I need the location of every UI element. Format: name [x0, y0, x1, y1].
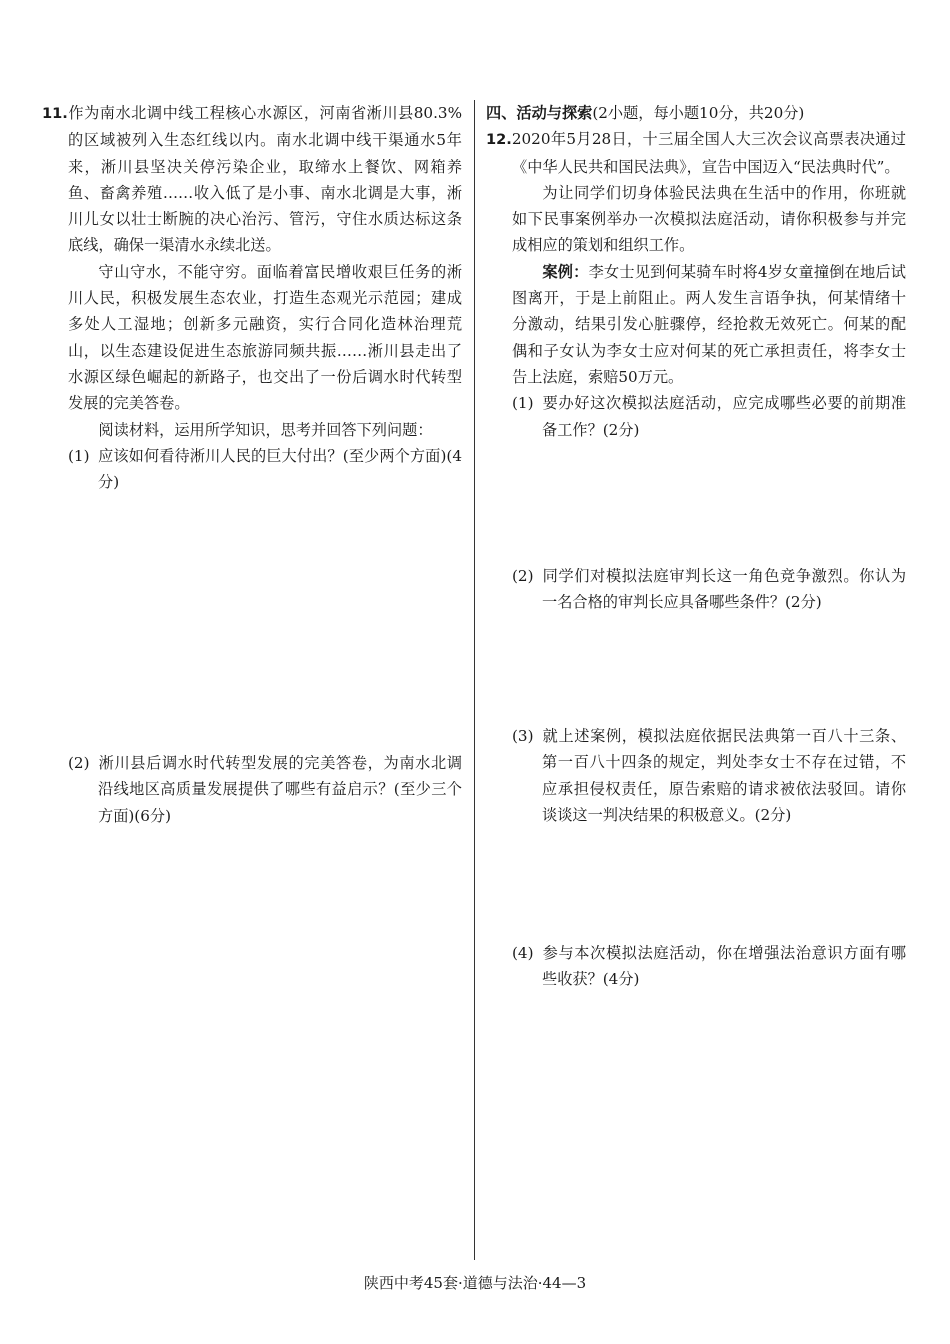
- sub-4-text: 参与本次模拟法庭活动，你在增强法治意识方面有哪些收获？(4分): [542, 944, 906, 989]
- right-column: [486, 100, 906, 443]
- question-12-case: [486, 259, 906, 390]
- question-11-sub-1: [42, 443, 462, 496]
- question-11-instruction: 阅读材料，运用所学知识，思考并回答下列问题：: [98, 420, 433, 439]
- case-text: 李女士见到何某骑车时将4岁女童撞倒在地后试图离开，于是上前阻止。两人发生言语争执，何某情绪十分激动，结果引发心脏骤停，经抢救无效死亡。何某的配偶和子女认为李女士应对何某的死亡承担责任，将李女士告上法庭，索赔50万元。: [512, 262, 906, 386]
- question-12-intro-text: 2020年5月28日，十三届全国人大三次会议高票表决通过《中华人民共和国民法典》，宣告中国迈入“民法典时代”。: [511, 130, 906, 176]
- question-12-sub-1: [486, 390, 906, 443]
- question-12-sub-3-block: [486, 723, 906, 828]
- question-11-intro-text: 作为南水北调中线工程核心水源区，河南省淅川县80.3%的区域被列入生态红线以内。南水北调中线干渠通水5年来，淅川县坚决关停污染企业，取缔水上餐饮、网箱养鱼、畜禽养殖……收入低了是小事、南水北调是大事，淅川儿女以壮士断腕的决心治污、管污，守住水质达标这条底线，确保一渠清水永续北送。: [67, 104, 462, 255]
- question-11-sub-2: [42, 750, 462, 829]
- sub-3-text: 就上述案例，模拟法庭依据民法典第一百八十三条、第一百八十四条的规定，判处李女士不存在过错，不应承担侵权责任，原告索赔的请求被依法驳回。请你谈谈这一判决结果的积极意义。(2分): [542, 727, 906, 824]
- question-12-paragraph-2: 为让同学们切身体验民法典在生活中的作用，你班就如下民事案例举办一次模拟法庭活动，请你积极参与并完成相应的策划和组织工作。: [512, 183, 906, 255]
- page-footer: 陕西中考45套·道德与法治·44—3: [363, 1274, 587, 1292]
- sub-2-text: 淅川县后调水时代转型发展的完美答卷，为南水北调沿线地区高质量发展提供了哪些有益启示？(至少三个方面)(6分): [98, 754, 462, 825]
- question-12-sub-4: [486, 940, 906, 993]
- question-12-sub-2-block: [486, 563, 906, 616]
- sub-2-label: (2): [68, 754, 90, 772]
- sub-2-label: (2): [512, 567, 534, 585]
- section-4-note: (2小题，每小题10分，共20分): [592, 104, 805, 122]
- question-11-paragraph-2: 守山守水，不能守穷。面临着富民增收艰巨任务的淅川人民，积极发展生态农业，打造生态观光示范园；建成多处人工湿地；创新多元融资，实行合同化造林治理荒山，以生态建设促进生态旅游同频共振……淅川县走出了水源区绿色崛起的新路子，也交出了一份后调水时代转型发展的完美答卷。: [68, 262, 462, 413]
- sub-1-text: 要办好这次模拟法庭活动，应完成哪些必要的前期准备工作？(2分): [542, 394, 906, 439]
- question-12-intro: [486, 126, 906, 180]
- sub-3-label: (3): [512, 727, 534, 745]
- sub-2-text: 同学们对模拟法庭审判长这一角色竞争激烈。你认为一名合格的审判长应具备哪些条件？(2分): [542, 567, 906, 612]
- column-divider: [474, 100, 475, 1260]
- sub-1-label: (1): [68, 446, 90, 465]
- question-11-sub-2-block: [42, 750, 462, 829]
- section-4-heading: [486, 100, 906, 126]
- question-12-number: 12.: [486, 131, 512, 149]
- question-12-sub-4-block: [486, 940, 906, 993]
- sub-4-label: (4): [512, 944, 534, 962]
- question-12-sub-2: [486, 563, 906, 616]
- sub-1-text: 应该如何看待淅川人民的巨大付出？(至少两个方面)(4分): [98, 446, 462, 492]
- question-11-number: 11.: [42, 105, 68, 122]
- left-column: [42, 100, 462, 495]
- case-label: 案例：: [542, 262, 589, 281]
- section-4-title: 四、活动与探索: [486, 104, 593, 122]
- question-12-sub-3: [486, 723, 906, 828]
- sub-1-label: (1): [512, 394, 534, 413]
- question-11-intro: [42, 100, 462, 259]
